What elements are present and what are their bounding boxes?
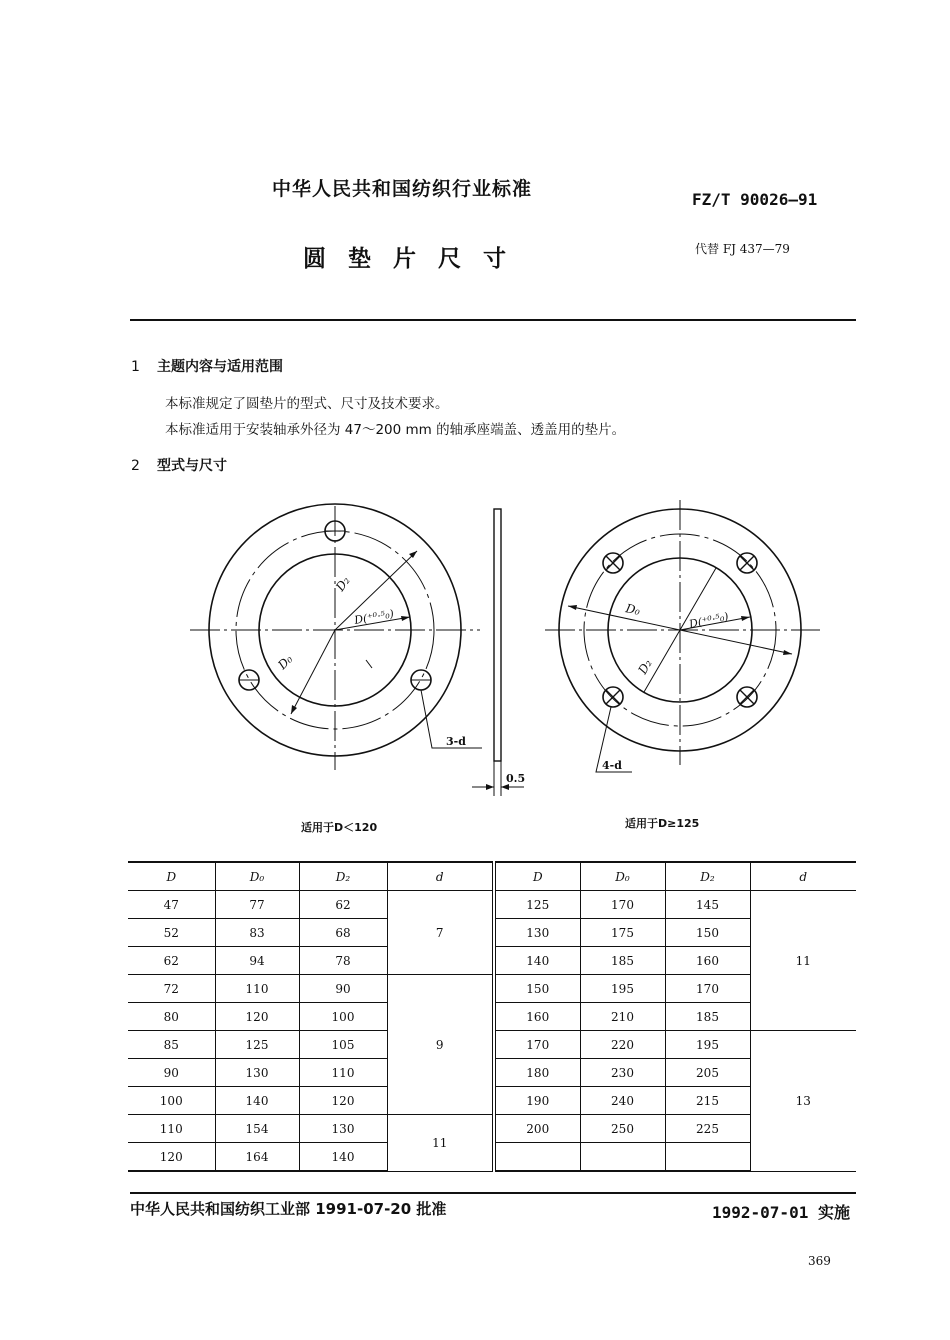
table-cell: 68 — [299, 919, 387, 947]
side-view — [472, 509, 524, 796]
table-cell: 100 — [128, 1087, 215, 1115]
right-d2-label: D₂ — [635, 656, 655, 677]
table-cell: 154 — [215, 1115, 299, 1143]
table-cell: 195 — [580, 975, 665, 1003]
table-cell: 120 — [215, 1003, 299, 1031]
table-cell: 180 — [494, 1059, 580, 1087]
table-cell: 130 — [215, 1059, 299, 1087]
table-cell: 185 — [665, 1003, 750, 1031]
table-cell: 80 — [128, 1003, 215, 1031]
table-cell: 230 — [580, 1059, 665, 1087]
replaces-note: 代替 FJ 437—79 — [695, 242, 790, 256]
standard-name: 中华人民共和国纺织行业标准 — [272, 178, 533, 200]
table-cell: 150 — [665, 919, 750, 947]
table-cell: 105 — [299, 1031, 387, 1059]
table-cell: 140 — [299, 1143, 387, 1172]
table-cell: 72 — [128, 975, 215, 1003]
table-cell: 185 — [580, 947, 665, 975]
table-cell: 205 — [665, 1059, 750, 1087]
header-rule — [130, 319, 856, 321]
table-header-row — [128, 862, 856, 891]
section-2-number: 2 — [131, 458, 140, 474]
approval-line: 中华人民共和国纺织工业部 1991-07-20 批准 — [130, 1200, 447, 1218]
table-cell: 125 — [215, 1031, 299, 1059]
table-cell: 140 — [494, 947, 580, 975]
column-header: D₀ — [215, 862, 299, 891]
section-1-title: 主题内容与适用范围 — [157, 359, 283, 375]
section-1-number: 1 — [131, 359, 140, 375]
gasket-drawing — [0, 490, 950, 840]
table-cell: 94 — [215, 947, 299, 975]
table-cell: 140 — [215, 1087, 299, 1115]
table-cell: 120 — [128, 1143, 215, 1172]
table-cell: 175 — [580, 919, 665, 947]
table-cell: 145 — [665, 891, 750, 919]
hole-diameter-cell: 9 — [387, 975, 494, 1115]
table-cell: 170 — [665, 975, 750, 1003]
table-cell: 90 — [128, 1059, 215, 1087]
footer-rule — [130, 1192, 856, 1194]
table-row — [128, 891, 856, 919]
hole-diameter-cell: 11 — [750, 891, 856, 1031]
table-cell: 62 — [128, 947, 215, 975]
thickness-label: 0.5 — [506, 772, 526, 785]
table-cell: 85 — [128, 1031, 215, 1059]
table-cell — [665, 1143, 750, 1172]
table-cell: 250 — [580, 1115, 665, 1143]
table-cell: 110 — [299, 1059, 387, 1087]
document-title: 圆垫片尺寸 — [303, 246, 528, 272]
table-cell: 125 — [494, 891, 580, 919]
hole-diameter-cell: 11 — [387, 1115, 494, 1172]
table-cell: 210 — [580, 1003, 665, 1031]
right-d-label: D(⁺⁰·⁵₀) — [687, 609, 730, 631]
column-header: D₂ — [299, 862, 387, 891]
table-cell: 220 — [580, 1031, 665, 1059]
effective-date: 1992-07-01 实施 — [712, 1203, 850, 1222]
table-row — [128, 1115, 856, 1143]
section-2-heading — [131, 455, 227, 475]
hole-diameter-cell: 13 — [750, 1031, 856, 1172]
table-cell: 195 — [665, 1031, 750, 1059]
right-holes-label: 4-d — [602, 759, 622, 772]
table-cell: 240 — [580, 1087, 665, 1115]
section-1-paragraph: 本标准规定了圆垫片的型式、尺寸及技术要求。 — [165, 396, 449, 412]
column-header: d — [750, 862, 856, 891]
table-cell: 90 — [299, 975, 387, 1003]
table-cell: 130 — [299, 1115, 387, 1143]
table-cell: 52 — [128, 919, 215, 947]
column-header: D₂ — [665, 862, 750, 891]
table-cell: 77 — [215, 891, 299, 919]
table-cell: 130 — [494, 919, 580, 947]
dimension-table — [128, 861, 856, 1172]
table-cell: 150 — [494, 975, 580, 1003]
table-cell: 170 — [580, 891, 665, 919]
right-d0-label: D₀ — [624, 601, 642, 618]
table-cell: 215 — [665, 1087, 750, 1115]
hole-diameter-cell: 7 — [387, 891, 494, 975]
left-figure-caption: 适用于D＜120 — [301, 821, 378, 834]
table-cell: 170 — [494, 1031, 580, 1059]
table-cell — [494, 1143, 580, 1172]
right-figure-caption: 适用于D≥125 — [625, 817, 700, 830]
table-cell: 160 — [494, 1003, 580, 1031]
left-holes-label: 3-d — [446, 735, 466, 748]
table-cell: 160 — [665, 947, 750, 975]
table-cell: 110 — [128, 1115, 215, 1143]
table-cell: 78 — [299, 947, 387, 975]
table-cell: 83 — [215, 919, 299, 947]
table-cell: 110 — [215, 975, 299, 1003]
table-cell: 100 — [299, 1003, 387, 1031]
table-cell: 47 — [128, 891, 215, 919]
table-cell: 164 — [215, 1143, 299, 1172]
column-header: D — [494, 862, 580, 891]
standard-code: FZ/T 90026—91 — [692, 190, 818, 209]
left-gasket — [190, 504, 482, 770]
table-cell: 62 — [299, 891, 387, 919]
left-d0-label: D₀ — [275, 652, 296, 673]
section-2-title: 型式与尺寸 — [157, 458, 227, 474]
column-header: D₀ — [580, 862, 665, 891]
section-1-paragraph: 本标准适用于安装轴承外径为 47～200 mm 的轴承座端盖、透盖用的垫片。 — [165, 422, 626, 438]
table-cell: 200 — [494, 1115, 580, 1143]
page-number: 369 — [808, 1254, 831, 1268]
table-cell: 190 — [494, 1087, 580, 1115]
column-header: D — [128, 862, 215, 891]
left-d2-label: D₂ — [332, 573, 353, 594]
column-header: d — [387, 862, 494, 891]
table-cell: 225 — [665, 1115, 750, 1143]
table-cell — [580, 1143, 665, 1172]
left-d-label: D(⁺⁰·⁵₀) — [353, 607, 395, 627]
table-cell: 120 — [299, 1087, 387, 1115]
section-1-heading — [131, 356, 283, 376]
table-row — [128, 975, 856, 1003]
right-gasket — [545, 500, 820, 772]
